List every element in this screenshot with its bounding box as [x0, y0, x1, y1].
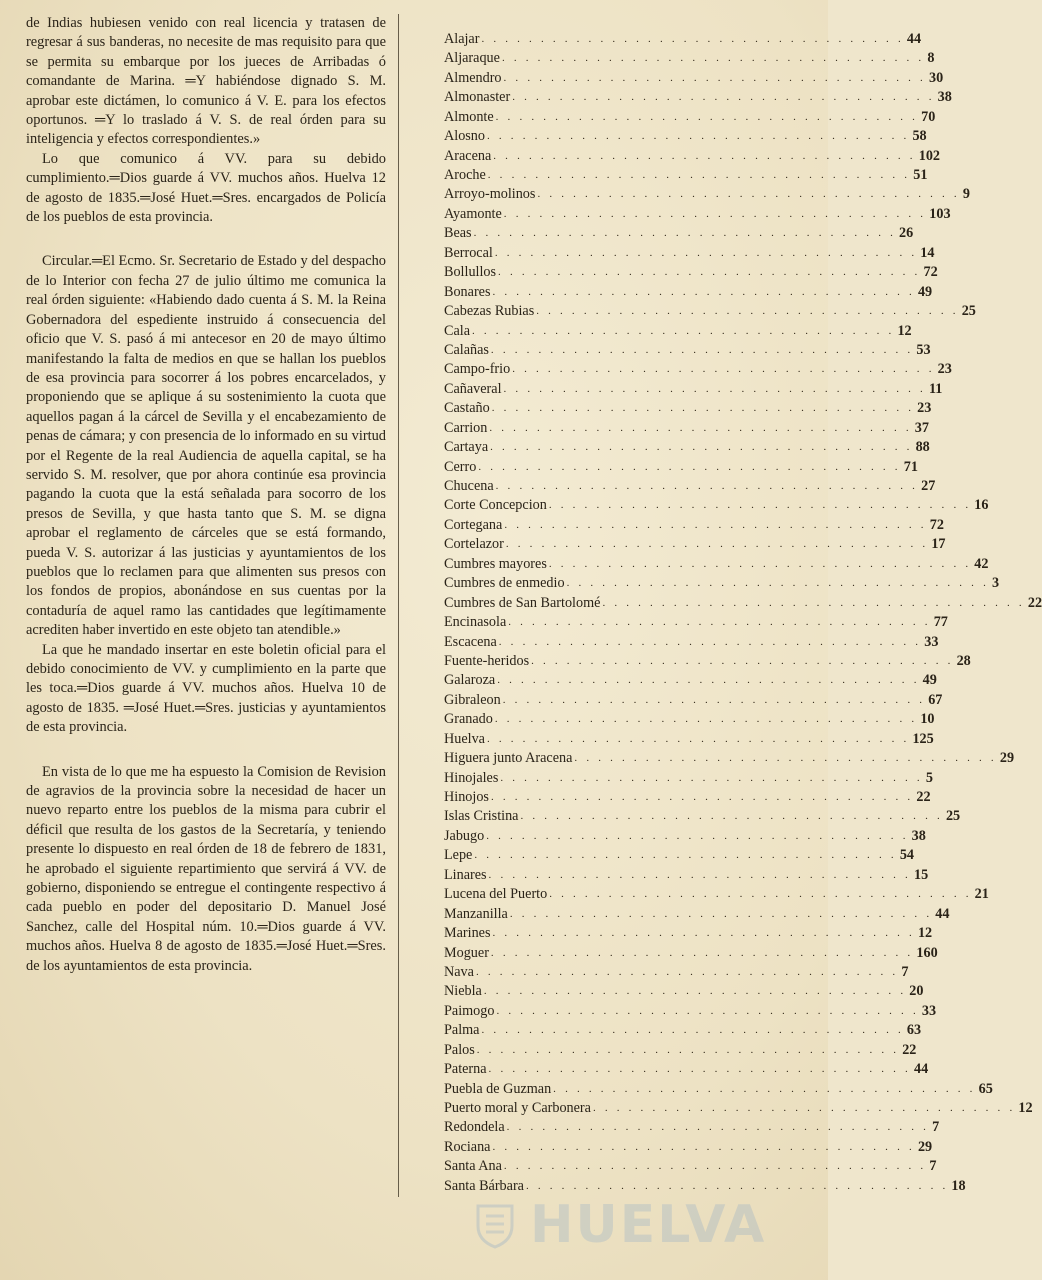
dot-leader: . . . . . . . . . . . . . . . . . . . . . . . . . . . . . . . . . . . . [481, 1024, 904, 1037]
town-name: Bollullos [444, 264, 497, 281]
quota-value: 88 [915, 439, 930, 456]
town-name: Manzanilla [444, 905, 508, 922]
table-row [444, 322, 912, 341]
paragraph-closing-2: La que he mandado insertar en este boletin oficial para el debido conocimiento de VV. y cumplimiento en la parte que les toca.═Dios guarde á VV. muchos años. Huelva 10 de agosto de 1835. ═José Huet.═Sres. justicias y ayuntamientos de esta provincia. [26, 641, 386, 736]
table-row [444, 283, 933, 302]
quota-value: 22 [1027, 594, 1042, 611]
dot-leader: . . . . . . . . . . . . . . . . . . . . . . . . . . . . . . . . . . . . [498, 635, 922, 648]
table-row [444, 846, 914, 865]
dot-leader: . . . . . . . . . . . . . . . . . . . . . . . . . . . . . . . . . . . . [500, 771, 923, 784]
table-row [444, 594, 1042, 613]
town-name: Almendro [444, 69, 502, 86]
table-row [444, 944, 938, 963]
town-name: Niebla [444, 983, 482, 1000]
town-name: Aracena [444, 147, 492, 164]
quota-value: 37 [914, 419, 929, 436]
town-name: Almonte [444, 108, 494, 125]
town-name: Santa Ana [444, 1158, 502, 1175]
quota-value: 30 [928, 69, 944, 86]
quota-value: 44 [914, 1061, 929, 1078]
town-name: Puebla de Guzman [444, 1080, 552, 1097]
town-name: Alajar [444, 30, 480, 47]
table-row [444, 127, 927, 146]
quota-value: 63 [906, 1022, 922, 1039]
quota-value: 12 [917, 925, 933, 942]
quota-value: 8 [927, 50, 935, 67]
table-row [444, 1099, 1033, 1118]
table-row [444, 1138, 933, 1157]
quota-value: 7 [932, 1119, 940, 1136]
table-row [444, 827, 926, 846]
quota-value: 103 [929, 205, 951, 222]
dot-leader: . . . . . . . . . . . . . . . . . . . . . . . . . . . . . . . . . . . . [496, 1004, 919, 1017]
table-row [444, 263, 938, 282]
quota-value: 27 [921, 478, 936, 495]
table-row [444, 497, 989, 516]
town-name: Palma [444, 1022, 480, 1039]
table-row [444, 555, 989, 574]
column-divider [398, 14, 399, 1197]
town-name: Cabezas Rubias [444, 303, 535, 320]
town-name: Islas Cristina [444, 808, 519, 825]
quota-value: 21 [974, 886, 989, 903]
table-row [444, 574, 1000, 593]
table-row [444, 147, 940, 166]
dot-leader: . . . . . . . . . . . . . . . . . . . . . . . . . . . . . . . . . . . . [481, 32, 904, 45]
dot-leader: . . . . . . . . . . . . . . . . . . . . . . . . . . . . . . . . . . . . [503, 207, 927, 220]
quota-value: 125 [912, 730, 934, 747]
town-name: Almonaster [444, 89, 511, 106]
town-name: Santa Bárbara [444, 1177, 524, 1194]
table-row [444, 1080, 993, 1099]
town-name: Carrion [444, 419, 488, 436]
table-row [444, 360, 952, 379]
quota-value: 12 [897, 322, 912, 339]
town-name: Berrocal [444, 244, 493, 261]
table-row [444, 613, 948, 632]
table-row [444, 49, 935, 68]
table-row [444, 788, 931, 807]
dot-leader: . . . . . . . . . . . . . . . . . . . . . . . . . . . . . . . . . . . . [506, 1121, 930, 1134]
town-name: Jabugo [444, 827, 485, 844]
table-row [444, 186, 970, 205]
dot-leader: . . . . . . . . . . . . . . . . . . . . . . . . . . . . . . . . . . . . [495, 480, 919, 493]
table-row [444, 769, 933, 788]
table-row [444, 108, 936, 127]
dot-leader: . . . . . . . . . . . . . . . . . . . . . . . . . . . . . . . . . . . . [536, 305, 959, 318]
table-row [444, 166, 928, 185]
quota-value: 160 [916, 944, 938, 961]
dot-leader: . . . . . . . . . . . . . . . . . . . . . . . . . . . . . . . . . . . . [489, 421, 912, 434]
paragraph-closing-1: Lo que comunico á VV. para su debido cumplimiento.═Dios guarde á VV. muchos años. Huelva 12 de agosto de 1835.═José Huet.═Sres. encargados de Policía de los pueblos de esta provincia. [26, 150, 386, 226]
table-row [444, 380, 943, 399]
dot-leader: . . . . . . . . . . . . . . . . . . . . . . . . . . . . . . . . . . . . [602, 596, 1025, 609]
quota-value: 42 [974, 555, 989, 572]
quota-value: 29 [999, 750, 1015, 767]
table-row [444, 419, 929, 438]
table-row [444, 710, 935, 729]
town-name: Nava [444, 963, 474, 980]
dot-leader: . . . . . . . . . . . . . . . . . . . . . . . . . . . . . . . . . . . . [487, 130, 910, 143]
town-name: Ayamonte [444, 205, 502, 222]
table-row [444, 905, 950, 924]
dot-leader: . . . . . . . . . . . . . . . . . . . . . . . . . . . . . . . . . . . . [492, 927, 915, 940]
quota-value: 5 [925, 769, 933, 786]
town-name: Cumbres de enmedio [444, 575, 565, 592]
dot-leader: . . . . . . . . . . . . . . . . . . . . . . . . . . . . . . . . . . . . [504, 518, 927, 531]
table-row [444, 1060, 929, 1079]
table-row [444, 671, 937, 690]
quota-value: 58 [912, 128, 927, 145]
table-row [444, 1021, 922, 1040]
table-row [444, 885, 989, 904]
quota-value: 3 [992, 575, 1000, 592]
dot-leader: . . . . . . . . . . . . . . . . . . . . . . . . . . . . . . . . . . . . [493, 149, 916, 162]
quota-value: 71 [903, 458, 918, 475]
quota-value: 20 [909, 983, 924, 1000]
dot-leader: . . . . . . . . . . . . . . . . . . . . . . . . . . . . . . . . . . . . [502, 693, 926, 706]
town-name: Alosno [444, 128, 485, 145]
dot-leader: . . . . . . . . . . . . . . . . . . . . . . . . . . . . . . . . . . . . [492, 285, 915, 298]
town-name: Higuera junto Aracena [444, 750, 573, 767]
quota-value: 25 [945, 808, 961, 825]
town-name: Linares [444, 866, 487, 883]
quota-value: 33 [921, 1002, 937, 1019]
dot-leader: . . . . . . . . . . . . . . . . . . . . . . . . . . . . . . . . . . . . [525, 1179, 949, 1192]
dot-leader: . . . . . . . . . . . . . . . . . . . . . . . . . . . . . . . . . . . . [490, 343, 914, 356]
quota-value: 25 [961, 303, 976, 320]
town-name: Cumbres de San Bartolomé [444, 594, 601, 611]
dot-leader: . . . . . . . . . . . . . . . . . . . . . . . . . . . . . . . . . . . . [503, 382, 926, 395]
town-name: Cartaya [444, 439, 489, 456]
town-name: Arroyo-molinos [444, 186, 536, 203]
quota-value: 65 [978, 1080, 993, 1097]
table-row [444, 399, 932, 418]
table-row [444, 808, 961, 827]
table-row [444, 652, 971, 671]
repartimiento-table [444, 30, 1042, 1196]
dot-leader: . . . . . . . . . . . . . . . . . . . . . . . . . . . . . . . . . . . . [549, 888, 972, 901]
town-name: Calañas [444, 341, 489, 358]
dot-leader: . . . . . . . . . . . . . . . . . . . . . . . . . . . . . . . . . . . . [548, 499, 972, 512]
dot-leader: . . . . . . . . . . . . . . . . . . . . . . . . . . . . . . . . . . . . [495, 110, 919, 123]
town-name: Escacena [444, 633, 497, 650]
dot-leader: . . . . . . . . . . . . . . . . . . . . . . . . . . . . . . . . . . . . [494, 246, 918, 259]
town-name: Granado [444, 711, 493, 728]
dot-leader: . . . . . . . . . . . . . . . . . . . . . . . . . . . . . . . . . . . . [483, 985, 907, 998]
town-name: Fuente-heridos [444, 652, 530, 669]
table-row [444, 1041, 917, 1060]
dot-leader: . . . . . . . . . . . . . . . . . . . . . . . . . . . . . . . . . . . . [490, 441, 913, 454]
table-row [444, 691, 943, 710]
quota-value: 22 [902, 1041, 917, 1058]
dot-leader: . . . . . . . . . . . . . . . . . . . . . . . . . . . . . . . . . . . . [490, 946, 914, 959]
table-row [444, 749, 1015, 768]
town-name: Puerto moral y Carbonera [444, 1100, 591, 1117]
town-name: Campo-frio [444, 361, 511, 378]
shield-logo-icon [470, 1200, 520, 1250]
quota-value: 15 [914, 866, 929, 883]
dot-leader: . . . . . . . . . . . . . . . . . . . . . . . . . . . . . . . . . . . . [486, 732, 910, 745]
dot-leader: . . . . . . . . . . . . . . . . . . . . . . . . . . . . . . . . . . . . [501, 52, 925, 65]
town-name: Palos [444, 1041, 475, 1058]
dot-leader: . . . . . . . . . . . . . . . . . . . . . . . . . . . . . . . . . . . . [478, 460, 901, 473]
quota-value: 16 [974, 497, 989, 514]
table-row [444, 535, 946, 554]
dot-leader: . . . . . . . . . . . . . . . . . . . . . . . . . . . . . . . . . . . . [487, 169, 911, 182]
quota-value: 51 [913, 167, 928, 184]
town-name: Bonares [444, 283, 491, 300]
town-name: Lucena del Puerto [444, 886, 548, 903]
town-name: Chucena [444, 478, 494, 495]
dot-leader: . . . . . . . . . . . . . . . . . . . . . . . . . . . . . . . . . . . . [473, 227, 897, 240]
quota-value: 28 [956, 652, 971, 669]
table-row [444, 1157, 937, 1176]
paragraph-continuation: de Indias hubiesen venido con real licencia y tratasen de regresar á sus banderas, no necesite de mas requisito para que se permita su embarque por los jueces de Arribadas ó comandante de Marina. ═Y habiéndose dignado S. M. aprobar este dictámen, lo comunico á V. E. para los efectos oportunos. ═Y lo traslado á V. S. de real órden para su inteligencia y efectos correspondientes.» [26, 15, 386, 148]
quota-value: 72 [923, 264, 938, 281]
dot-leader: . . . . . . . . . . . . . . . . . . . . . . . . . . . . . . . . . . . . [474, 849, 897, 862]
table-row [444, 924, 933, 943]
dot-leader: . . . . . . . . . . . . . . . . . . . . . . . . . . . . . . . . . . . . [531, 654, 954, 667]
town-name: Redondela [444, 1119, 505, 1136]
table-row [444, 244, 935, 263]
dot-leader: . . . . . . . . . . . . . . . . . . . . . . . . . . . . . . . . . . . . [512, 363, 935, 376]
dot-leader: . . . . . . . . . . . . . . . . . . . . . . . . . . . . . . . . . . . . [497, 674, 920, 687]
dot-leader: . . . . . . . . . . . . . . . . . . . . . . . . . . . . . . . . . . . . [475, 965, 899, 978]
quota-value: 38 [911, 827, 926, 844]
quota-value: 17 [931, 536, 946, 553]
table-row [444, 1002, 937, 1021]
quota-value: 23 [937, 361, 952, 378]
quota-value: 23 [917, 400, 932, 417]
town-name: Beas [444, 225, 472, 242]
quota-value: 49 [922, 672, 937, 689]
quota-value: 12 [1018, 1100, 1033, 1117]
town-name: Cumbres mayores [444, 555, 547, 572]
quota-value: 14 [920, 244, 935, 261]
table-row [444, 30, 922, 49]
table-row [444, 438, 930, 457]
dot-leader: . . . . . . . . . . . . . . . . . . . . . . . . . . . . . . . . . . . . [494, 713, 918, 726]
quota-value: 102 [918, 147, 940, 164]
town-name: Rociana [444, 1138, 491, 1155]
quota-value: 72 [929, 516, 944, 533]
town-name: Marines [444, 925, 491, 942]
dot-leader: . . . . . . . . . . . . . . . . . . . . . . . . . . . . . . . . . . . . [476, 1043, 900, 1056]
town-name: Huelva [444, 730, 485, 747]
quota-value: 11 [928, 380, 943, 397]
dot-leader: . . . . . . . . . . . . . . . . . . . . . . . . . . . . . . . . . . . . [520, 810, 943, 823]
dot-leader: . . . . . . . . . . . . . . . . . . . . . . . . . . . . . . . . . . . . [505, 538, 929, 551]
dot-leader: . . . . . . . . . . . . . . . . . . . . . . . . . . . . . . . . . . . . [503, 71, 926, 84]
quota-value: 77 [933, 614, 948, 631]
huelva-watermark [470, 1190, 770, 1260]
quota-value: 10 [920, 711, 935, 728]
dot-leader: . . . . . . . . . . . . . . . . . . . . . . . . . . . . . . . . . . . . [509, 907, 933, 920]
table-row [444, 477, 936, 496]
town-name: Castaño [444, 400, 490, 417]
dot-leader: . . . . . . . . . . . . . . . . . . . . . . . . . . . . . . . . . . . . [512, 91, 935, 104]
dot-leader: . . . . . . . . . . . . . . . . . . . . . . . . . . . . . . . . . . . . [592, 1102, 1016, 1115]
quota-value: 70 [921, 108, 936, 125]
dot-leader: . . . . . . . . . . . . . . . . . . . . . . . . . . . . . . . . . . . . [472, 324, 895, 337]
quota-value: 49 [917, 283, 933, 300]
table-row [444, 730, 934, 749]
table-row [444, 341, 931, 360]
quota-value: 54 [899, 847, 914, 864]
left-column [26, 14, 386, 976]
dot-leader: . . . . . . . . . . . . . . . . . . . . . . . . . . . . . . . . . . . . [488, 868, 911, 881]
table-row [444, 302, 976, 321]
quota-value: 26 [899, 225, 914, 242]
dot-leader: . . . . . . . . . . . . . . . . . . . . . . . . . . . . . . . . . . . . [508, 616, 931, 629]
dot-leader: . . . . . . . . . . . . . . . . . . . . . . . . . . . . . . . . . . . . [553, 1082, 976, 1095]
paragraph-repartimiento: En vista de lo que me ha espuesto la Comision de Revision de agravios de la provincia sobre la necesidad de hacer un nuevo reparto entre los pueblos de la misma para cubrir el déficil que resulta de los gastos de la Secretaría, y teniendo presente lo dispuesto en real órden de 18 de febrero de 1831, he aprobado el siguiente repartimiento que servirá á VV. de gobierno, disponiendo se entregue el contingente respectivo á cada pueblo en poder del depositario D. Manuel José Sanchez, calle del Hospital núm. 10.═Dios guarde á VV. muchos años. Huelva 8 de agosto de 1835.═José Huet.═Sres. de los ayuntamientos de esta provincia. [26, 763, 386, 974]
quota-value: 67 [928, 691, 943, 708]
town-name: Cortegana [444, 516, 503, 533]
quota-value: 44 [935, 905, 950, 922]
dot-leader: . . . . . . . . . . . . . . . . . . . . . . . . . . . . . . . . . . . . [490, 791, 914, 804]
table-row [444, 88, 952, 107]
quota-value: 22 [916, 789, 931, 806]
dot-leader: . . . . . . . . . . . . . . . . . . . . . . . . . . . . . . . . . . . . [548, 557, 972, 570]
town-name: Lepe [444, 847, 473, 864]
town-name: Cerro [444, 458, 477, 475]
quota-value: 7 [901, 963, 909, 980]
town-name: Moguer [444, 944, 489, 961]
dot-leader: . . . . . . . . . . . . . . . . . . . . . . . . . . . . . . . . . . . . [574, 752, 997, 765]
watermark-text: HUELVA [530, 1195, 767, 1255]
town-name: Hinojos [444, 789, 489, 806]
quota-value: 53 [916, 341, 931, 358]
quota-value: 33 [924, 633, 939, 650]
town-name: Hinojales [444, 769, 499, 786]
quota-value: 18 [951, 1177, 966, 1194]
dot-leader: . . . . . . . . . . . . . . . . . . . . . . . . . . . . . . . . . . . . [498, 266, 921, 279]
table-row [444, 633, 939, 652]
table-row [444, 866, 929, 885]
town-name: Paimogo [444, 1002, 495, 1019]
paragraph-circular: Circular.═El Ecmo. Sr. Secretario de Estado y del despacho de lo Interior con fecha 27 de julio último me comunica la real órden siguiente: «Habiendo dado cuenta á S. M. la Reina Gobernadora del espediente instruido á consecuencia del oficio que V. S. pasó á mi antecesor en 20 de mayo último manifestando la falta de medios en que se hallan los pueblos de esa provincia para socorrer á los pobres encarcelados, y proponiendo que se aplique á su sostenimiento la cuota que aquellos pagan á la cárcel de Sevilla y el encabezamiento de penas de cámara; y con presencia de lo informado en su virtud por el Regente de la real Audiencia de aquella capital, se ha servido S. M. resolver, que por ahora continúe esa provincia pagando la cuota que la está señalada para socorro de los presos de Sevilla, y que hasta tanto que S. M. se digna aprobar el reglamento de cárceles que se está formando, pueda V. S. autorizar á las justicias y ayuntamientos de los pueblos que lo reclamen para que alimenten sus presos con los fondos de propios, abonándose en sus cuentas por la contaduría de aquel ramo las cantidades que legítimamente acrediten haber invertido en este objeto tan atendible.» [26, 253, 386, 639]
town-name: Cala [444, 322, 470, 339]
dot-leader: . . . . . . . . . . . . . . . . . . . . . . . . . . . . . . . . . . . . [566, 577, 990, 590]
table-row [444, 516, 944, 535]
town-name: Aljaraque [444, 50, 500, 67]
town-name: Corte Concepcion [444, 497, 547, 514]
table-row [444, 963, 909, 982]
dot-leader: . . . . . . . . . . . . . . . . . . . . . . . . . . . . . . . . . . . . [492, 1140, 915, 1153]
town-name: Cortelazor [444, 536, 504, 553]
town-name: Gibraleon [444, 691, 501, 708]
table-row [444, 224, 914, 243]
table-row [444, 1119, 940, 1138]
quota-value: 9 [962, 186, 970, 203]
table-row [444, 205, 951, 224]
town-name: Encinasola [444, 614, 507, 631]
table-row [444, 982, 924, 1001]
town-name: Cañaveral [444, 380, 502, 397]
town-name: Galaroza [444, 672, 496, 689]
dot-leader: . . . . . . . . . . . . . . . . . . . . . . . . . . . . . . . . . . . . [537, 188, 960, 201]
town-name: Aroche [444, 167, 486, 184]
quota-value: 7 [929, 1158, 937, 1175]
quota-value: 38 [937, 89, 952, 106]
dot-leader: . . . . . . . . . . . . . . . . . . . . . . . . . . . . . . . . . . . . [503, 1160, 927, 1173]
quota-value: 44 [906, 30, 922, 47]
dot-leader: . . . . . . . . . . . . . . . . . . . . . . . . . . . . . . . . . . . . [486, 829, 909, 842]
table-row [444, 458, 918, 477]
quota-value: 29 [917, 1138, 933, 1155]
dot-leader: . . . . . . . . . . . . . . . . . . . . . . . . . . . . . . . . . . . . [488, 1063, 911, 1076]
dot-leader: . . . . . . . . . . . . . . . . . . . . . . . . . . . . . . . . . . . . [491, 402, 915, 415]
town-name: Paterna [444, 1061, 487, 1078]
table-row [444, 69, 944, 88]
